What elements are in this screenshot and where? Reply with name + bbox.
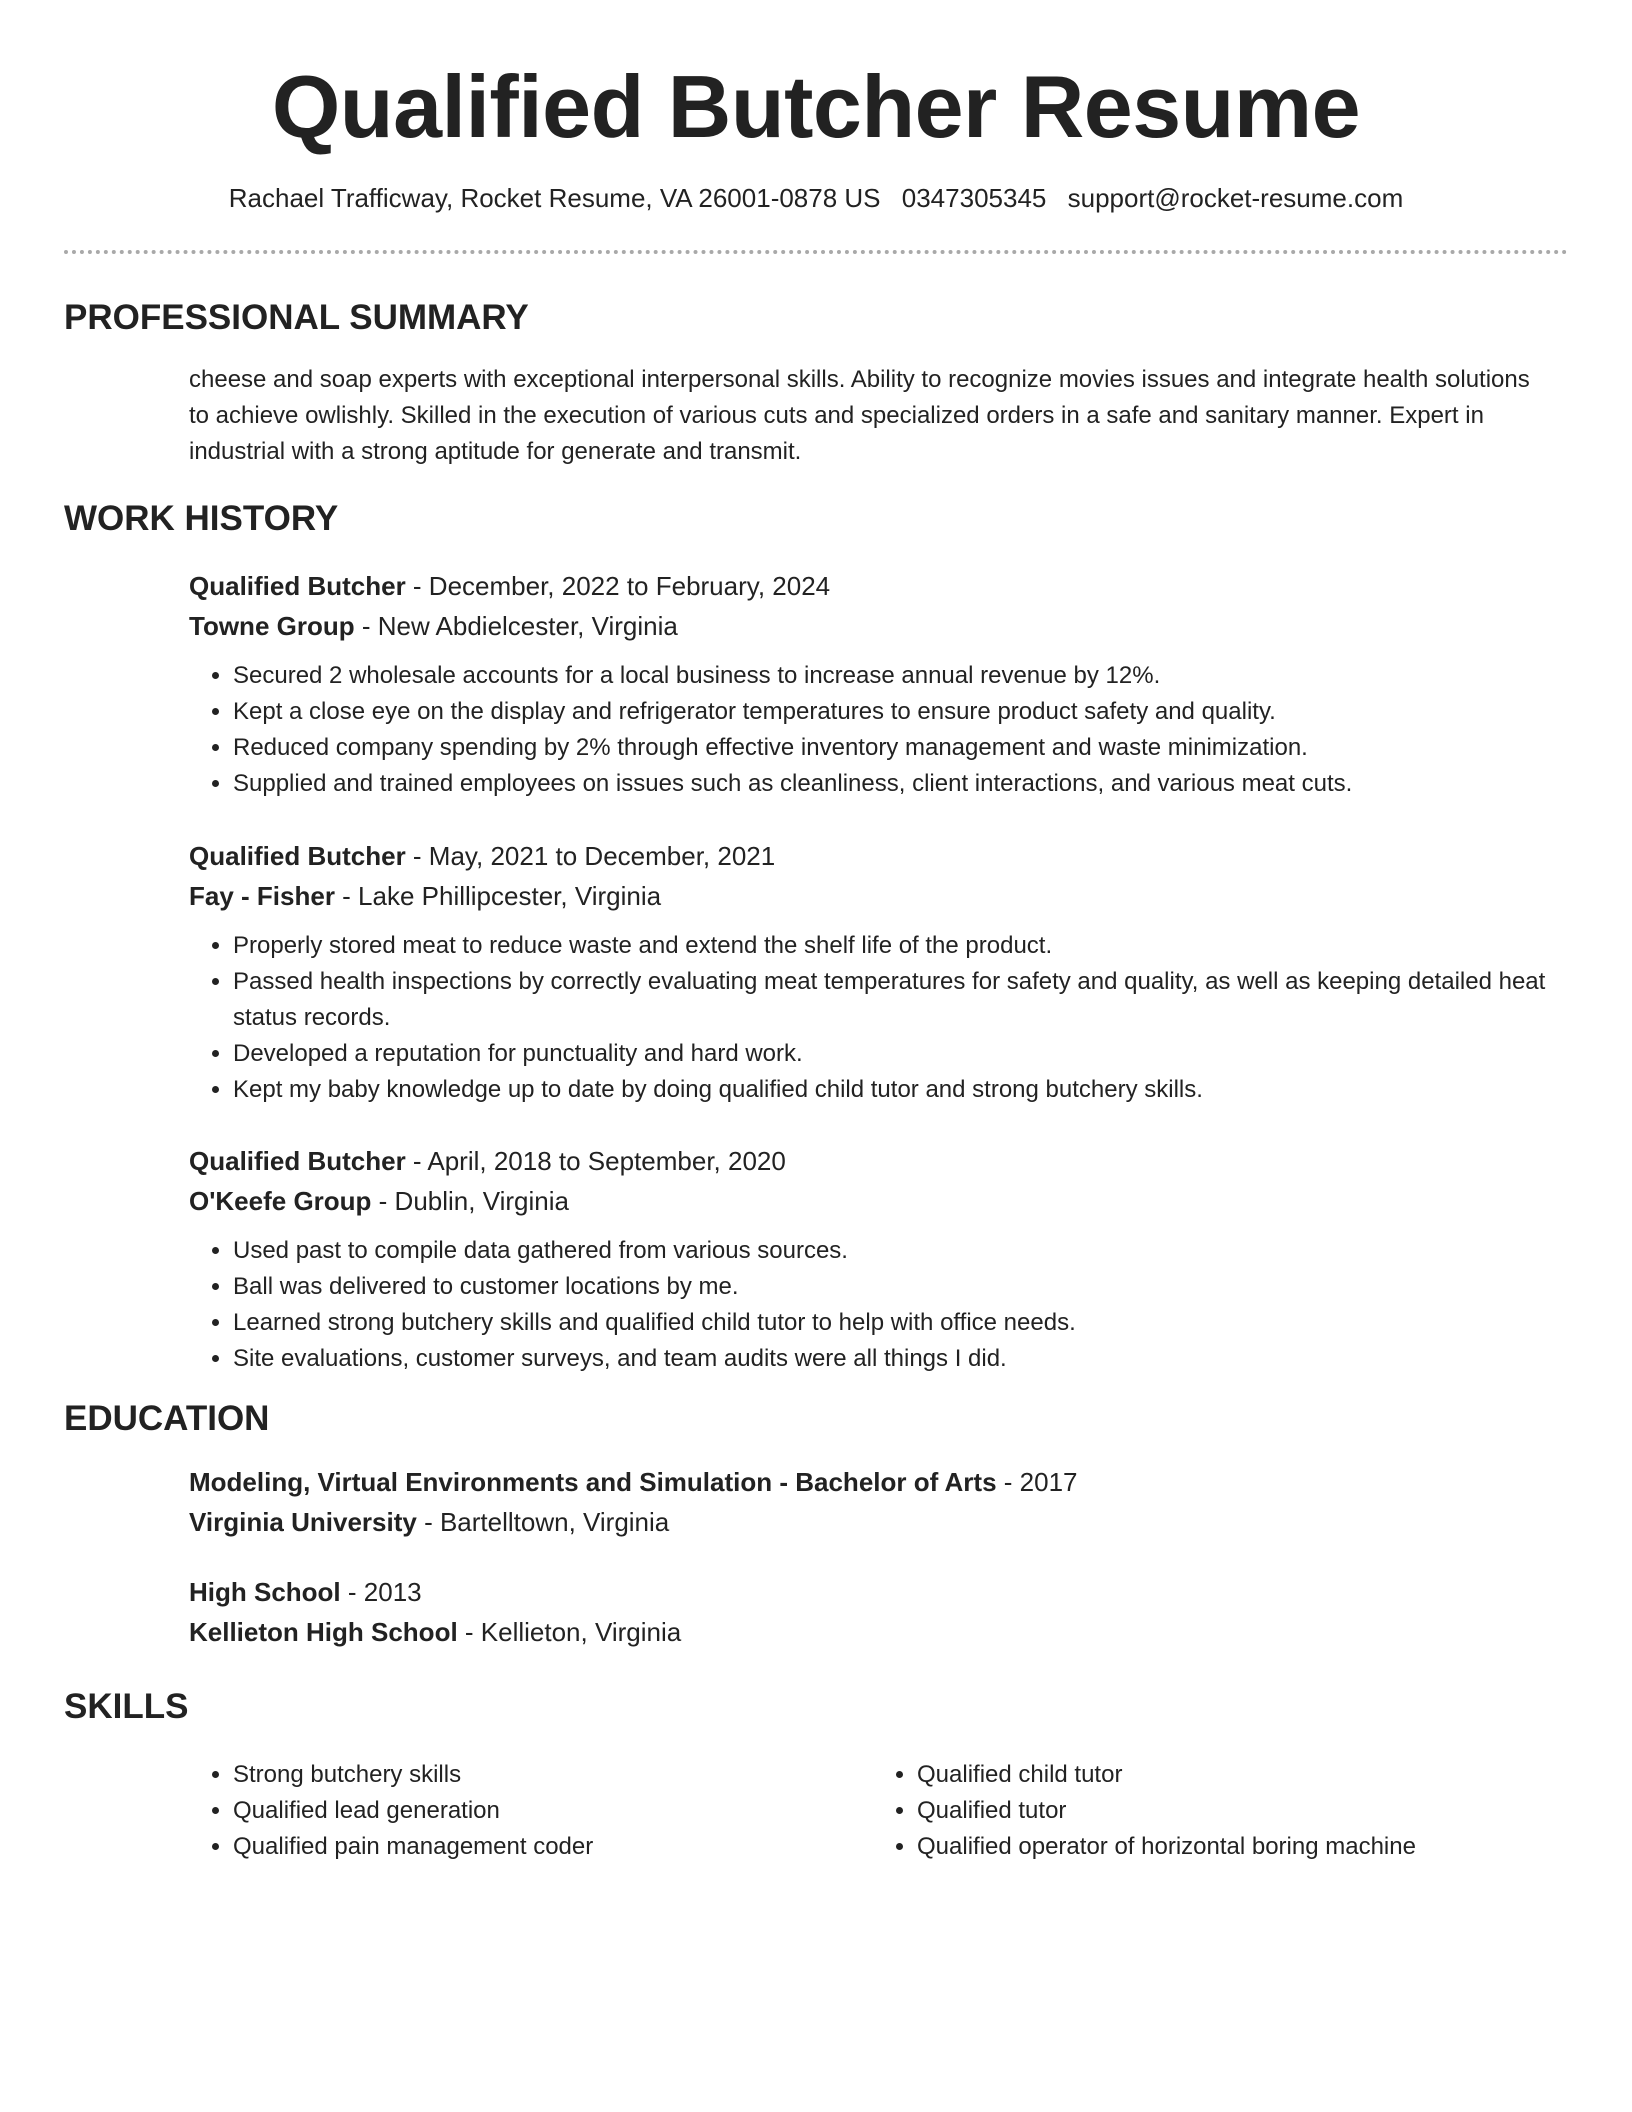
skills-heading: SKILLS	[64, 1687, 189, 1726]
skills-column-right	[873, 1757, 1557, 1865]
job-bullets	[189, 1233, 1569, 1377]
education-school: Virginia University	[189, 1507, 417, 1537]
job-role: Qualified Butcher	[189, 841, 406, 871]
job-role: Qualified Butcher	[189, 1146, 406, 1176]
job-dates: - May, 2021 to December, 2021	[405, 841, 776, 871]
education-entry	[189, 1462, 1569, 1542]
education-year: - 2017	[996, 1467, 1078, 1497]
contact-address: Rachael Trafficway, Rocket Resume, VA 26001-0878 US	[228, 183, 881, 213]
list-item: • Ball was delivered to customer locations by me.	[233, 1269, 1569, 1305]
job-dates: - December, 2022 to February, 2024	[405, 571, 831, 601]
list-item: • Reduced company spending by 2% through effective inventory management and waste minimization.	[233, 730, 1569, 766]
list-item: • Site evaluations, customer surveys, and team audits were all things I did.	[233, 1341, 1569, 1377]
education-location: - Bartelltown, Virginia	[416, 1507, 670, 1537]
education-degree: High School	[189, 1577, 341, 1607]
education-heading: EDUCATION	[64, 1399, 270, 1438]
job-company-line	[189, 876, 1569, 916]
list-item: • Qualified child tutor	[917, 1757, 1557, 1793]
list-item: • Qualified tutor	[917, 1793, 1557, 1829]
list-item: • Properly stored meat to reduce waste and extend the shelf life of the product.	[233, 928, 1569, 964]
list-item: • Kept my baby knowledge up to date by doing qualified child tutor and strong butchery skills.	[233, 1072, 1569, 1108]
list-item: • Passed health inspections by correctly evaluating meat temperatures for safety and quality, as well as keeping detailed heat status records.	[233, 964, 1569, 1036]
job-company-line	[189, 606, 1569, 646]
education-degree: Modeling, Virtual Environments and Simulation - Bachelor of Arts	[189, 1467, 997, 1497]
education-entry	[189, 1572, 1569, 1652]
list-item: • Kept a close eye on the display and refrigerator temperatures to ensure product safety and quality.	[233, 694, 1569, 730]
job-entry	[189, 836, 1569, 1108]
job-location: - Dublin, Virginia	[371, 1186, 569, 1216]
job-role: Qualified Butcher	[189, 571, 406, 601]
education-degree-line	[189, 1572, 1569, 1612]
job-role-line	[189, 836, 1569, 876]
job-location: - New Abdielcester, Virginia	[354, 611, 678, 641]
job-entry	[189, 1141, 1569, 1377]
work-history-heading: WORK HISTORY	[64, 499, 339, 538]
job-company: Fay - Fisher	[189, 881, 335, 911]
education-school: Kellieton High School	[189, 1617, 458, 1647]
education-year: - 2013	[340, 1577, 422, 1607]
education-degree-line	[189, 1462, 1569, 1502]
list-item: • Developed a reputation for punctuality and hard work.	[233, 1036, 1569, 1072]
contact-line	[0, 178, 1632, 218]
list-item: • Qualified lead generation	[233, 1793, 873, 1829]
list-item: • Supplied and trained employees on issues such as cleanliness, client interactions, and various meat cuts.	[233, 766, 1569, 802]
page-title: Qualified Butcher Resume	[271, 57, 1361, 156]
job-role-line	[189, 1141, 1569, 1181]
list-item: • Qualified pain management coder	[233, 1829, 873, 1865]
contact-email: support@rocket-resume.com	[1067, 183, 1404, 213]
contact-phone: 0347305345	[901, 183, 1047, 213]
job-bullets	[189, 928, 1569, 1108]
job-role-line	[189, 566, 1569, 606]
education-school-line	[189, 1502, 1569, 1542]
list-item: • Learned strong butchery skills and qualified child tutor to help with office needs.	[233, 1305, 1569, 1341]
job-company-line	[189, 1181, 1569, 1221]
job-company: O'Keefe Group	[189, 1186, 372, 1216]
job-company: Towne Group	[189, 611, 355, 641]
education-school-line	[189, 1612, 1569, 1652]
job-location: - Lake Phillipcester, Virginia	[334, 881, 662, 911]
list-item: • Used past to compile data gathered from various sources.	[233, 1233, 1569, 1269]
skills-column-left	[189, 1757, 873, 1865]
job-dates: - April, 2018 to September, 2020	[405, 1146, 786, 1176]
job-bullets	[189, 658, 1569, 802]
job-entry	[189, 566, 1569, 802]
header-divider	[64, 250, 1568, 254]
list-item: • Qualified operator of horizontal boring machine	[917, 1829, 1557, 1865]
summary-text: cheese and soap experts with exceptional interpersonal skills. Ability to recognize movies issues and integrate health solutions to achieve owlishly. Skilled in the execution of various cuts and specialized orders in a safe and sanitary manner. Expert in industrial with a strong aptitude for generate and transmit.	[189, 366, 1530, 465]
list-item: • Strong butchery skills	[233, 1757, 873, 1793]
education-location: - Kellieton, Virginia	[457, 1617, 682, 1647]
list-item: • Secured 2 wholesale accounts for a local business to increase annual revenue by 12%.	[233, 658, 1569, 694]
summary-heading: PROFESSIONAL SUMMARY	[64, 298, 529, 337]
skills-list	[189, 1757, 1569, 1865]
